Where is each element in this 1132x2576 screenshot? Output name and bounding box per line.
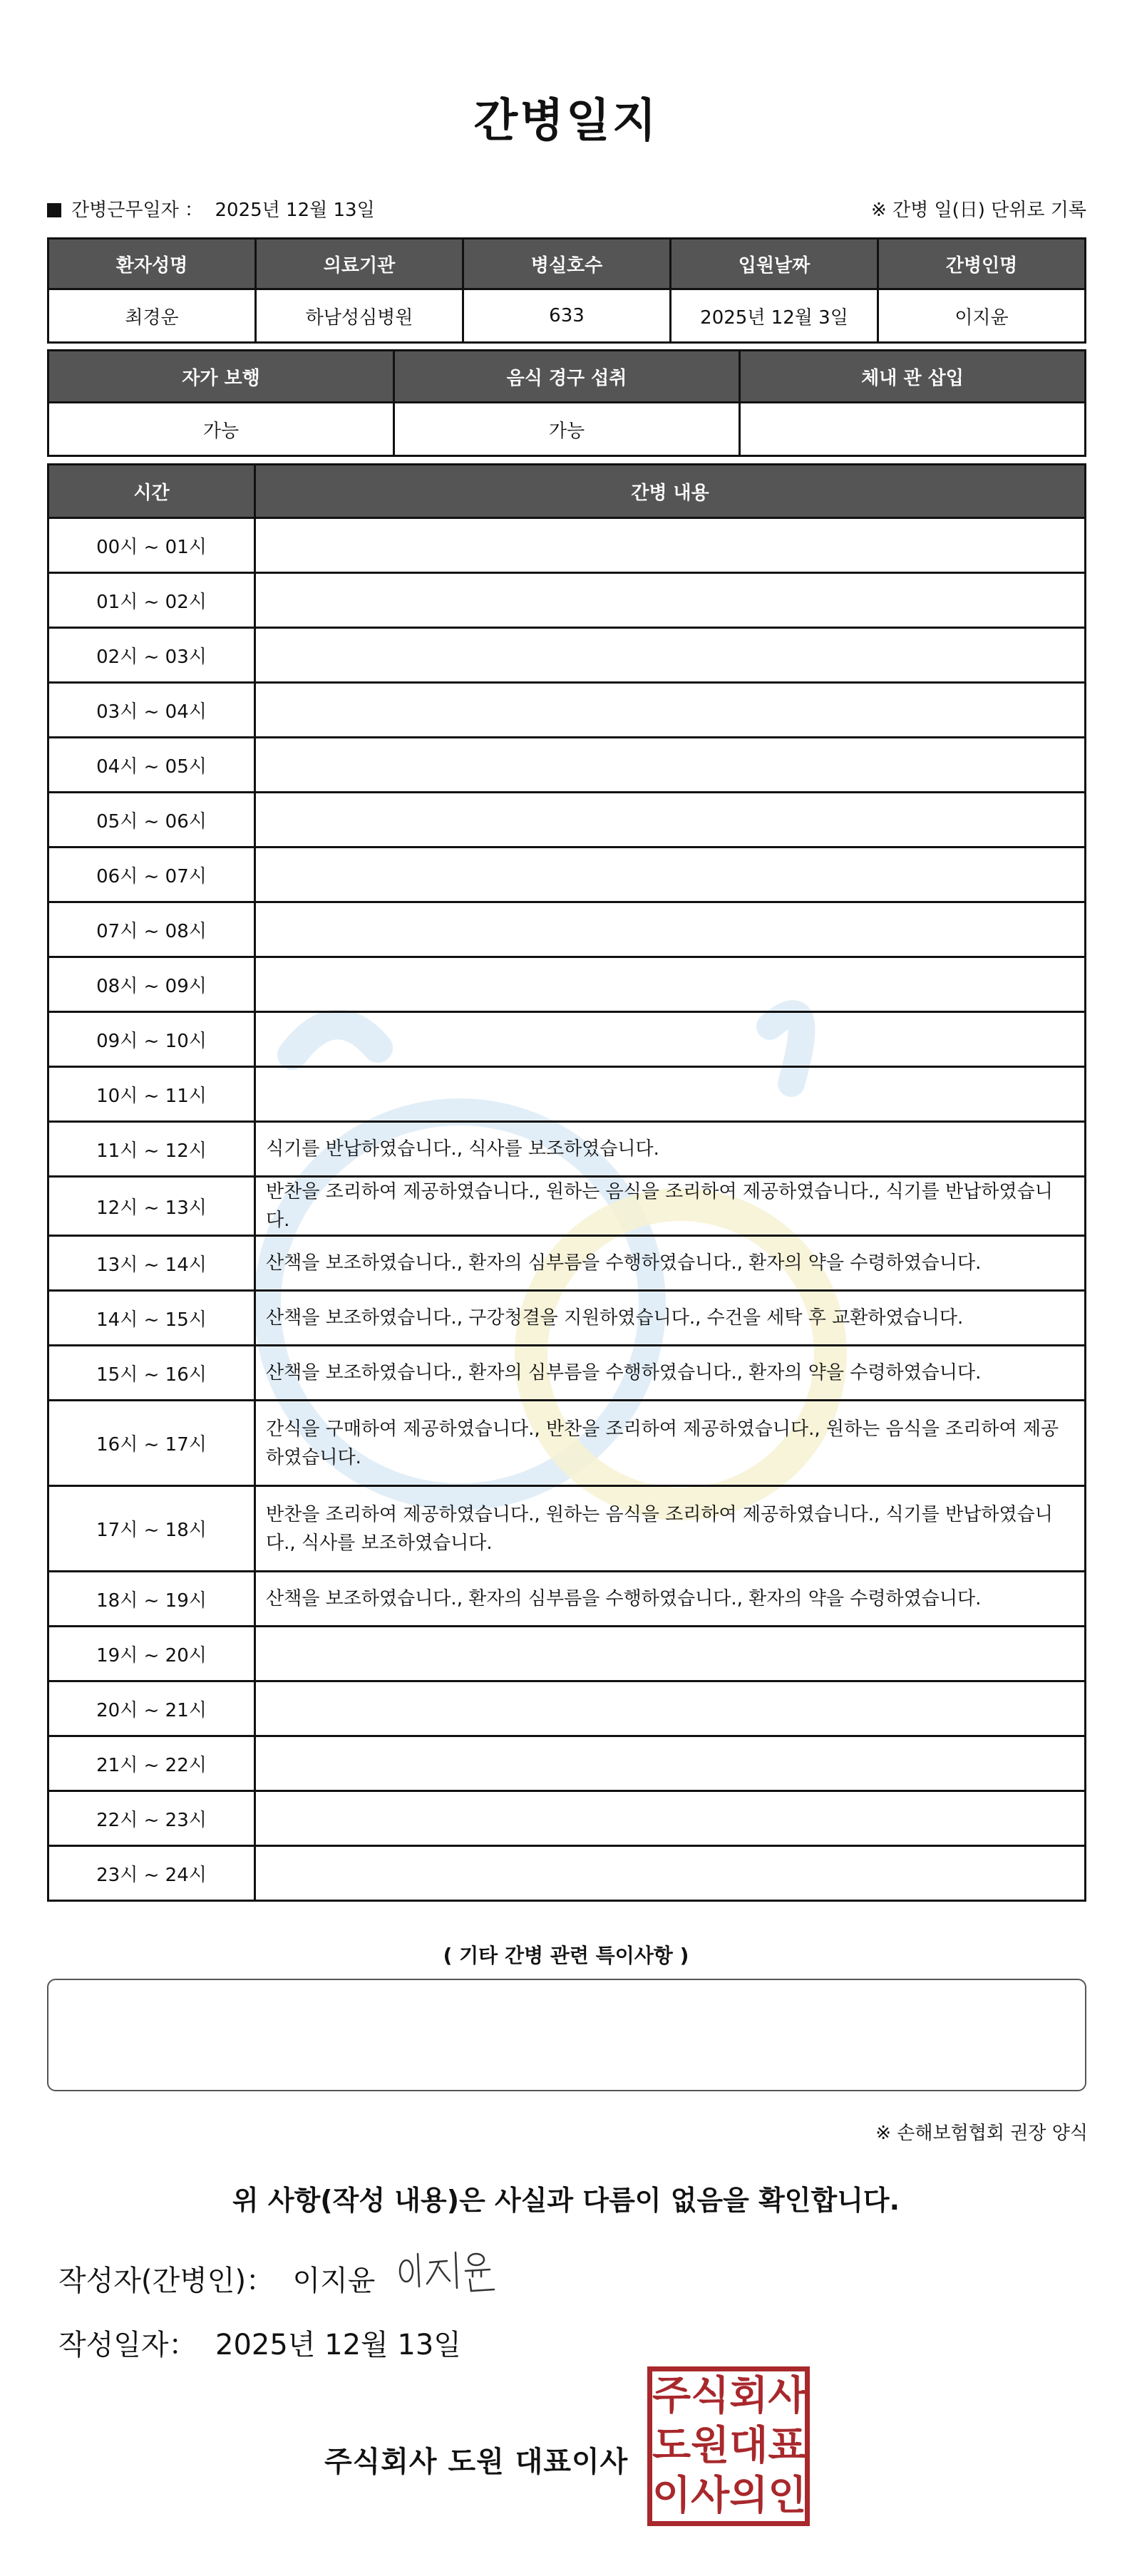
log-time: 15시 ~ 16시 [48,1346,255,1401]
log-content [255,847,1086,902]
oral-intake-value: 가능 [394,403,740,456]
log-row [48,628,1086,683]
seal-char: 이 [652,2473,691,2519]
log-row [48,1736,1086,1791]
log-content [255,1846,1086,1901]
seal-char: 대 [729,2423,768,2469]
log-row [48,1177,1086,1236]
notes-title: ( 기타 간병 관련 특이사항 ) [443,1944,689,1967]
square-bullet-icon [47,203,61,217]
room-header: 병실호수 [463,239,671,289]
log-row [48,1627,1086,1681]
log-time: 08시 ~ 09시 [48,957,255,1012]
log-time: 04시 ~ 05시 [48,738,255,793]
room-number: 633 [463,289,671,343]
log-row [48,902,1086,957]
admission-date-header: 입원날짜 [671,239,878,289]
log-content [255,1736,1086,1791]
log-row [48,957,1086,1012]
company-seal-stamp [647,2366,810,2526]
walking-value: 가능 [48,403,394,456]
recommend-note: ※ 손해보험협회 권장 양식 [875,2123,1088,2144]
patient-name: 최경운 [48,289,256,343]
log-content: 산책을 보조하였습니다., 환자의 심부름을 수행하였습니다., 환자의 약을 수령하였습니다. [255,1346,1086,1401]
log-time: 02시 ~ 03시 [48,628,255,683]
patient-name-header: 환자성명 [48,239,256,289]
log-time: 19시 ~ 20시 [48,1627,255,1681]
log-content [255,1012,1086,1067]
caregiver-name: 이지윤 [878,289,1086,343]
log-row [48,1012,1086,1067]
writer-label: 작성자(간병인)： [58,2265,275,2297]
written-date-value: 2025년 12월 13일 [215,2329,461,2361]
log-row [48,793,1086,847]
log-content [255,1627,1086,1681]
log-content [255,628,1086,683]
seal-char: 의 [729,2473,768,2519]
unit-note: ※ 간병 일(日) 단위로 기록 [870,199,1086,221]
log-row [48,1401,1086,1486]
log-content: 산책을 보조하였습니다., 구강청결을 지원하였습니다., 수건을 세탁 후 교환하였습니다. [255,1291,1086,1346]
log-row [48,1291,1086,1346]
log-time: 06시 ~ 07시 [48,847,255,902]
log-row [48,1572,1086,1627]
log-row [48,1791,1086,1846]
log-time: 03시 ~ 04시 [48,683,255,738]
tube-header: 체내 관 삽입 [740,351,1086,403]
hospital-name: 하남성심병원 [256,289,463,343]
page-title: 간병일지 [473,95,659,148]
work-date-label: 간병근무일자 ： [71,199,203,221]
oral-intake-header: 음식 경구 섭취 [394,351,740,403]
seal-char: 도 [652,2423,691,2469]
caregiver-header: 간병인명 [878,239,1086,289]
log-content: 반찬을 조리하여 제공하였습니다., 원하는 음식을 조리하여 제공하였습니다., 식기를 반납하였습니다. [255,1177,1086,1236]
log-content [255,573,1086,628]
log-time: 07시 ~ 08시 [48,902,255,957]
log-content: 산책을 보조하였습니다., 환자의 심부름을 수행하였습니다., 환자의 약을 수령하였습니다. [255,1236,1086,1291]
log-time: 10시 ~ 11시 [48,1067,255,1122]
log-time: 22시 ~ 23시 [48,1791,255,1846]
log-content: 산책을 보조하였습니다., 환자의 심부름을 수행하였습니다., 환자의 약을 수령하였습니다. [255,1572,1086,1627]
confirmation-statement: 위 사항(작성 내용)은 사실과 다름이 없음을 확인합니다. [232,2185,900,2216]
patient-status-table [47,349,1086,457]
log-row [48,683,1086,738]
log-content [255,1791,1086,1846]
patient-info-table [47,237,1086,344]
log-content: 간식을 구매하여 제공하였습니다., 반찬을 조리하여 제공하였습니다., 원하는 음식을 조리하여 제공하였습니다. [255,1401,1086,1486]
log-row [48,1346,1086,1401]
seal-char: 사 [768,2373,807,2419]
log-time: 12시 ~ 13시 [48,1177,255,1236]
tube-value [740,403,1086,456]
seal-char: 식 [691,2373,730,2419]
log-time: 11시 ~ 12시 [48,1122,255,1177]
log-time: 18시 ~ 19시 [48,1572,255,1627]
log-content [255,1681,1086,1736]
handwritten-signature [396,2244,503,2301]
notes-box [47,1979,1086,2091]
company-name: 주식회사 도원 대표이사 [324,2446,629,2478]
log-time: 13시 ~ 14시 [48,1236,255,1291]
log-row [48,1236,1086,1291]
writer-line [58,2258,375,2299]
log-time: 17시 ~ 18시 [48,1486,255,1572]
log-row [48,1122,1086,1177]
log-time: 01시 ~ 02시 [48,573,255,628]
log-time: 05시 ~ 06시 [48,793,255,847]
log-content: 반찬을 조리하여 제공하였습니다., 원하는 음식을 조리하여 제공하였습니다., 식기를 반납하였습니다., 식사를 보조하였습니다. [255,1486,1086,1572]
written-date-label: 작성일자： [58,2329,197,2361]
log-time: 21시 ~ 22시 [48,1736,255,1791]
care-log-table [47,463,1086,1902]
log-row [48,518,1086,573]
log-content [255,902,1086,957]
walking-header: 자가 보행 [48,351,394,403]
log-row [48,1846,1086,1901]
log-time: 20시 ~ 21시 [48,1681,255,1736]
seal-char: 원 [691,2423,730,2469]
content-header: 간병 내용 [255,465,1086,518]
hospital-header: 의료기관 [256,239,463,289]
log-content [255,793,1086,847]
log-content [255,683,1086,738]
log-row [48,1067,1086,1122]
admission-date: 2025년 12월 3일 [671,289,878,343]
log-time: 23시 ~ 24시 [48,1846,255,1901]
log-content: 식기를 반납하였습니다., 식사를 보조하였습니다. [255,1122,1086,1177]
log-content [255,957,1086,1012]
log-time: 09시 ~ 10시 [48,1012,255,1067]
seal-char: 주 [652,2373,691,2419]
writer-name: 이지윤 [292,2265,376,2297]
log-row [48,1681,1086,1736]
log-time: 00시 ~ 01시 [48,518,255,573]
log-time: 16시 ~ 17시 [48,1401,255,1486]
log-row [48,1486,1086,1572]
seal-char: 회 [729,2373,768,2419]
seal-char: 인 [768,2473,807,2519]
work-date-row [47,194,1086,222]
log-time: 14시 ~ 15시 [48,1291,255,1346]
seal-char: 사 [691,2473,730,2519]
log-content [255,1067,1086,1122]
log-content [255,518,1086,573]
log-row [48,573,1086,628]
log-content [255,738,1086,793]
log-row [48,738,1086,793]
work-date [47,195,375,222]
time-header: 시간 [48,465,255,518]
log-row [48,847,1086,902]
seal-char: 표 [768,2423,807,2469]
written-date-line [58,2322,461,2363]
work-date-value: 2025년 12월 13일 [215,199,375,221]
